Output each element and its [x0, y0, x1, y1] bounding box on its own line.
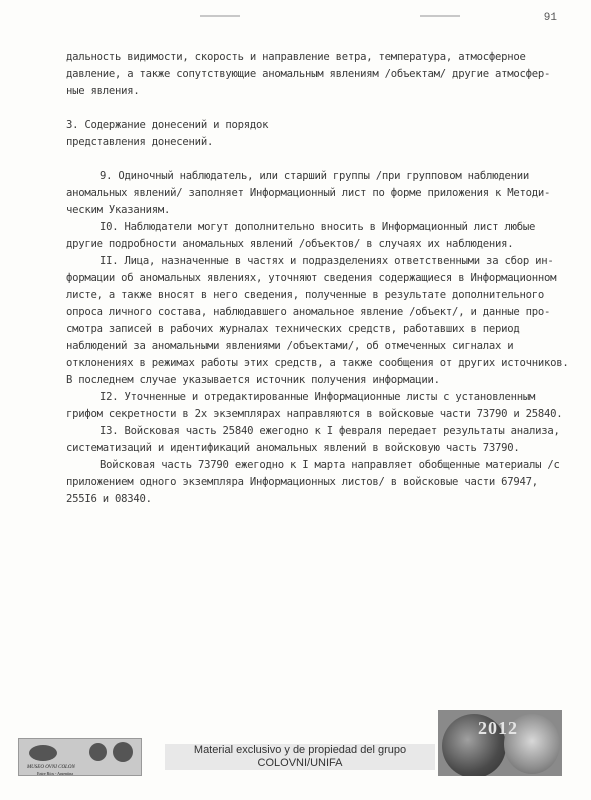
caption-line-2: COLOVNI/UNIFA	[257, 757, 343, 769]
logo-disc-icon	[113, 742, 133, 762]
document-body	[66, 49, 569, 508]
museum-logo	[18, 738, 142, 776]
text-line: смотра записей в рабочих журналах технических средств, работавших в период	[66, 323, 520, 335]
paragraph-10: I0. Наблюдатели могут дополнительно вносить в Информационный лист любые	[100, 221, 536, 233]
ownership-caption	[165, 744, 435, 770]
text-line: 255I6 и 08340.	[66, 493, 152, 505]
logo-disc-icon	[29, 745, 57, 761]
text-line: систематизаций и идентификаций аномальных явлений в войсковую часть 73790.	[66, 442, 520, 454]
paragraph-13: I3. Войсковая часть 25840 ежегодно к I февраля передает результаты анализа,	[100, 425, 560, 437]
paragraph-12: I2. Уточненные и отредактированные Информационные листы с установленным	[100, 391, 536, 403]
text-line: В последнем случае указывается источник получения информации.	[66, 374, 440, 386]
photo-year: 2012	[478, 718, 518, 738]
logo-disc-icon	[89, 743, 107, 761]
text-line: опроса личного состава, наблюдавшего аномальное явление /объект/, и данные про-	[66, 306, 551, 318]
text-line: наблюдений за аномальными явлениями /объектами/, об отмеченных сигналах и	[66, 340, 514, 352]
text-line: формации об аномальных явлениях, уточняют сведения содержащиеся в Информационном	[66, 272, 557, 284]
paragraph-11: II. Лица, назначенные в частях и подразделениях ответственными за сбор ин-	[100, 255, 554, 267]
text-line: дальность видимости, скорость и направление ветра, температура, атмосферное	[66, 51, 526, 63]
text-line: отклонениях в режимах работы этих средств, а также сообщения от других источников.	[66, 357, 569, 369]
scan-mark-right	[420, 15, 460, 17]
text-line: ные явления.	[66, 85, 140, 97]
section-heading: представления донесений.	[66, 136, 214, 148]
blank-line	[66, 100, 536, 117]
blank-line	[66, 151, 536, 168]
section-heading: 3. Содержание донесений и порядок	[66, 119, 269, 131]
text-line: ческим Указаниям.	[66, 204, 171, 216]
text-line: приложением одного экземпляра Информационных листов/ в войсковые части 67947,	[66, 476, 538, 488]
text-line: другие подробности аномальных явлений /объектов/ в случаях их наблюдения.	[66, 238, 514, 250]
caption-line-1: Material exclusivo y de propiedad del grupo	[193, 744, 407, 756]
text-line: аномальных явлений/ заполняет Информационный лист по форме приложения к Методи-	[66, 187, 551, 199]
logo-text: MUSEO OVNI COLON	[27, 765, 75, 770]
text-line: листе, а также вносят в него сведения, полученные в результате дополнительного	[66, 289, 544, 301]
logo-subtext: Entre Ríos - Argentina	[37, 771, 74, 776]
scan-mark-left	[200, 15, 240, 17]
text-line: давление, а также сопутствующие аномальным явлениям /объектам/ другие атмосфер-	[66, 68, 551, 80]
paragraph-final: Войсковая часть 73790 ежегодно к I марта направляет обобщенные материалы /с	[100, 459, 560, 471]
page-number: 91	[543, 12, 557, 24]
text-line: грифом секретности в 2х экземплярах направляются в войсковые части 73790 и 25840.	[66, 408, 563, 420]
coin-photo	[438, 710, 562, 776]
paragraph-9: 9. Одиночный наблюдатель, или старший группы /при групповом наблюдении	[100, 170, 529, 182]
